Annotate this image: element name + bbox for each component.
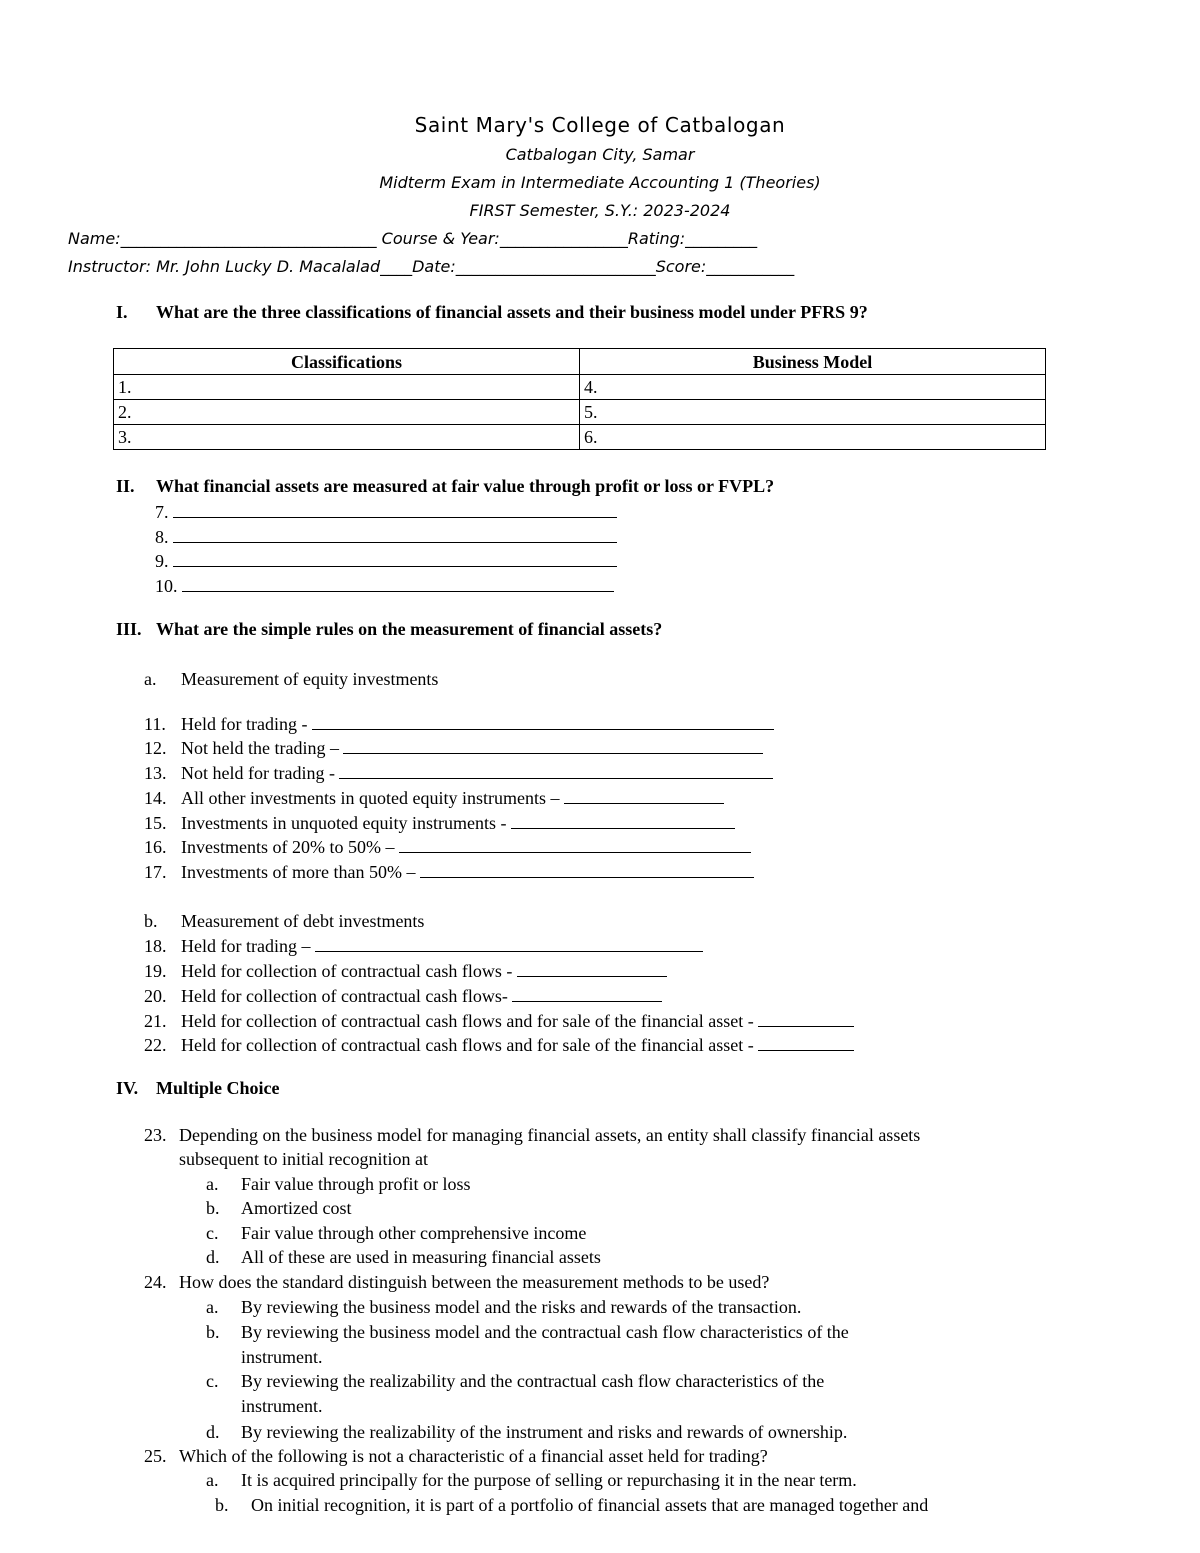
answer-line-9 — [155, 549, 617, 573]
item-number: 22. — [144, 1035, 167, 1055]
blank[interactable] — [517, 959, 667, 977]
instructor-info-line: Instructor: Mr. John Lucky D. Macalalad____Date:_________________________Score:___________ — [68, 257, 795, 276]
option-text[interactable]: On initial recognition, it is part of a portfolio of financial assets that are managed together and — [251, 1495, 929, 1515]
option-letter: a. — [206, 1174, 219, 1194]
item-number: 9. — [155, 551, 169, 571]
item-number: 19. — [144, 961, 167, 981]
option-text[interactable]: It is acquired principally for the purpose of selling or repurchasing it in the near term. — [241, 1470, 857, 1490]
answer-line-10 — [155, 574, 614, 598]
item-text: Not held for trading - — [181, 763, 335, 783]
option-text[interactable]: Fair value through other comprehensive income — [241, 1223, 587, 1243]
item-text: All other investments in quoted equity instruments – — [181, 788, 560, 808]
item-text: Investments of more than 50% – — [181, 862, 416, 882]
section-number: I. — [116, 302, 128, 322]
debt-item-21 — [181, 1009, 854, 1033]
section-title: What are the simple rules on the measurement of financial assets? — [156, 619, 663, 639]
item-number: 7. — [155, 502, 169, 522]
option-text[interactable]: By reviewing the business model and the contractual cash flow characteristics of the — [241, 1322, 849, 1342]
question-number: 24. — [144, 1272, 167, 1292]
table-cell: 4. — [580, 375, 1046, 400]
section-3-heading — [116, 619, 662, 640]
option-text[interactable]: By reviewing the realizability of the instrument and risks and rewards of ownership. — [241, 1422, 848, 1442]
equity-item-11 — [181, 712, 774, 736]
equity-item-14 — [181, 786, 724, 810]
subheading-debt-letter: b. — [144, 911, 158, 931]
blank[interactable] — [312, 712, 774, 730]
blank[interactable] — [758, 1009, 854, 1027]
blank[interactable] — [343, 736, 763, 754]
item-number: 21. — [144, 1011, 167, 1031]
table-cell: 1. — [114, 375, 580, 400]
option-letter: b. — [215, 1495, 229, 1515]
item-text: Held for trading - — [181, 714, 308, 734]
question-text: Which of the following is not a characteristic of a financial asset held for trading? — [179, 1446, 768, 1466]
debt-item-18 — [181, 934, 703, 958]
section-4-heading — [116, 1078, 280, 1099]
classification-table — [113, 348, 1046, 450]
option-text[interactable]: By reviewing the realizability and the contractual cash flow characteristics of the — [241, 1371, 825, 1391]
blank[interactable] — [512, 984, 662, 1002]
item-text: Held for collection of contractual cash flows- — [181, 986, 508, 1006]
table-header-row — [114, 349, 1046, 375]
option-text[interactable]: Amortized cost — [241, 1198, 352, 1218]
equity-item-12 — [181, 736, 763, 760]
section-title: What financial assets are measured at fair value through profit or loss or FVPL? — [156, 476, 775, 496]
option-letter: b. — [206, 1322, 220, 1342]
table-cell: 6. — [580, 425, 1046, 450]
option-text[interactable]: All of these are used in measuring financial assets — [241, 1247, 601, 1267]
option-letter: d. — [206, 1422, 220, 1442]
equity-item-15 — [181, 811, 735, 835]
item-text: Held for collection of contractual cash flows and for sale of the financial asset - — [181, 1035, 754, 1055]
debt-item-20 — [181, 984, 662, 1008]
option-letter: d. — [206, 1247, 220, 1267]
college-city: Catbalogan City, Samar — [505, 145, 695, 164]
option-letter: c. — [206, 1371, 219, 1391]
blank[interactable] — [339, 761, 773, 779]
blank[interactable] — [511, 811, 735, 829]
debt-item-22 — [181, 1033, 854, 1057]
item-number: 10. — [155, 576, 178, 596]
blank[interactable] — [173, 549, 617, 567]
blank[interactable] — [173, 500, 617, 518]
section-title: Multiple Choice — [156, 1078, 280, 1098]
table-row — [114, 400, 1046, 425]
blank[interactable] — [758, 1033, 854, 1051]
item-text: Held for trading – — [181, 936, 311, 956]
option-text[interactable]: By reviewing the business model and the risks and rewards of the transaction. — [241, 1297, 802, 1317]
table-cell: 5. — [580, 400, 1046, 425]
blank[interactable] — [182, 574, 614, 592]
question-number: 25. — [144, 1446, 167, 1466]
section-number: III. — [116, 619, 142, 639]
item-text: Investments of 20% to 50% – — [181, 837, 395, 857]
table-row — [114, 425, 1046, 450]
option-letter: b. — [206, 1198, 220, 1218]
column-header-classifications: Classifications — [114, 349, 580, 375]
item-number: 11. — [144, 714, 166, 734]
answer-line-7 — [155, 500, 617, 524]
question-text: How does the standard distinguish between the measurement methods to be used? — [179, 1272, 770, 1292]
option-text[interactable]: instrument. — [241, 1347, 323, 1367]
item-number: 16. — [144, 837, 167, 857]
item-text: Held for collection of contractual cash flows - — [181, 961, 513, 981]
item-text: Not held the trading – — [181, 738, 339, 758]
option-letter: a. — [206, 1470, 219, 1490]
question-number: 23. — [144, 1125, 167, 1145]
subheading-equity: Measurement of equity investments — [181, 669, 439, 689]
item-number: 15. — [144, 813, 167, 833]
option-letter: c. — [206, 1223, 219, 1243]
blank[interactable] — [315, 934, 703, 952]
item-text: Investments in unquoted equity instruments - — [181, 813, 507, 833]
question-text: Depending on the business model for managing financial assets, an entity shall classify financial assets — [179, 1125, 921, 1145]
table-cell: 3. — [114, 425, 580, 450]
blank[interactable] — [420, 860, 754, 878]
section-number: II. — [116, 476, 135, 496]
subheading-debt: Measurement of debt investments — [181, 911, 425, 931]
item-number: 17. — [144, 862, 167, 882]
option-letter: a. — [206, 1297, 219, 1317]
equity-item-16 — [181, 835, 751, 859]
item-number: 13. — [144, 763, 167, 783]
blank[interactable] — [399, 835, 751, 853]
blank[interactable] — [173, 525, 617, 543]
item-number: 20. — [144, 986, 167, 1006]
debt-item-19 — [181, 959, 667, 983]
exam-title: Midterm Exam in Intermediate Accounting 1 (Theories) — [379, 173, 821, 192]
section-1-heading — [116, 302, 868, 323]
equity-item-17 — [181, 860, 754, 884]
section-title: What are the three classifications of financial assets and their business model under PFRS 9? — [156, 302, 868, 322]
section-2-heading — [116, 476, 774, 497]
option-text[interactable]: instrument. — [241, 1396, 323, 1416]
table-row — [114, 375, 1046, 400]
item-number: 14. — [144, 788, 167, 808]
table-cell: 2. — [114, 400, 580, 425]
item-number: 18. — [144, 936, 167, 956]
item-text: Held for collection of contractual cash flows and for sale of the financial asset - — [181, 1011, 754, 1031]
section-number: IV. — [116, 1078, 139, 1098]
subheading-equity-letter: a. — [144, 669, 157, 689]
blank[interactable] — [564, 786, 724, 804]
equity-item-13 — [181, 761, 773, 785]
item-number: 12. — [144, 738, 167, 758]
student-info-line: Name:________________________________ Course & Year:________________Rating:_________ — [68, 229, 758, 248]
college-name: Saint Mary's College of Catbalogan — [414, 113, 786, 137]
answer-line-8 — [155, 525, 617, 549]
semester-line: FIRST Semester, S.Y.: 2023-2024 — [469, 201, 731, 220]
column-header-business-model: Business Model — [580, 349, 1046, 375]
question-text: subsequent to initial recognition at — [179, 1149, 428, 1169]
option-text[interactable]: Fair value through profit or loss — [241, 1174, 471, 1194]
item-number: 8. — [155, 527, 169, 547]
